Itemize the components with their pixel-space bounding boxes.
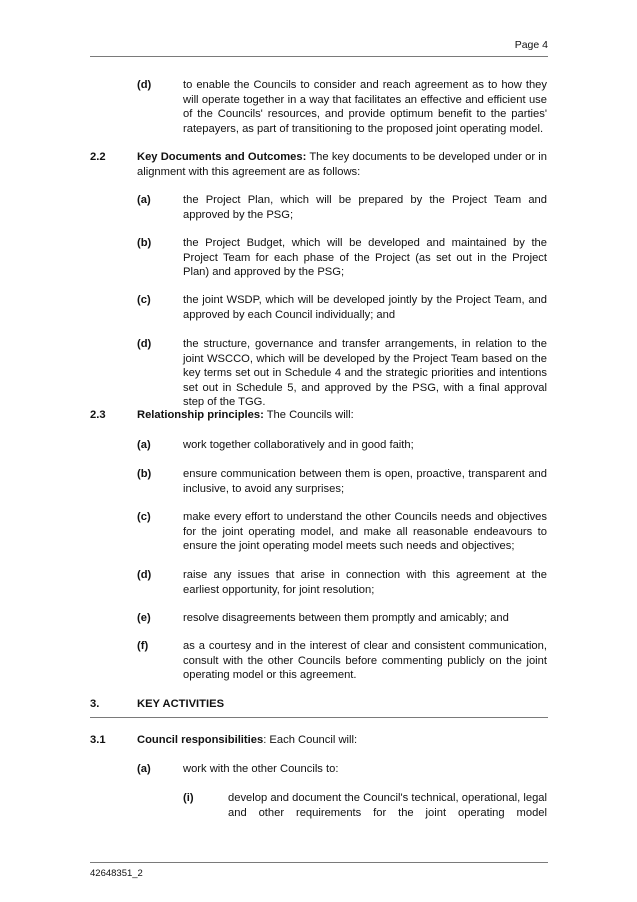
clause-label: (d) — [137, 338, 152, 350]
footer-rule — [90, 862, 548, 863]
section-number: 2.2 — [90, 151, 106, 163]
clause-text: as a courtesy and in the interest of clear and consistent communication, consult with the other Councils before commenting publicly on the joint operating model or this agreement. — [183, 640, 547, 682]
section-title: Relationship principles: — [137, 409, 264, 421]
subclause-text: develop and document the Council's technical, operational, legal and other requirements for the joint operating model — [228, 792, 547, 819]
section-title: Council responsibilities — [137, 734, 264, 746]
clause-label: (d) — [137, 79, 152, 91]
section-title: KEY ACTIVITIES — [137, 698, 225, 710]
section-heading — [137, 150, 547, 179]
clause-text: raise any issues that arise in connection with this agreement at the earliest opportunity, for joint resolution; — [183, 569, 547, 596]
document-reference: 42648351_2 — [90, 868, 143, 879]
clause-label: (d) — [137, 569, 152, 581]
clause-text: work with the other Councils to: — [183, 763, 339, 775]
clause-text: the structure, governance and transfer arrangements, in relation to the joint WSCCO, which will be developed by the Project Team based on the key terms set out in Schedule 4 and the strategic priorities and intentions set out in Schedule 5, and approved by the PSG, with a final approval step of the TGG. — [183, 338, 547, 409]
clause-label: (a) — [137, 194, 151, 206]
clause-text: resolve disagreements between them promptly and amicably; and — [183, 612, 509, 624]
clause-label: (b) — [137, 468, 152, 480]
section-intro: The Councils will: — [263, 409, 354, 421]
clause-label: (a) — [137, 439, 151, 451]
section-intro: The key documents to be developed under or in alignment with this agreement are as follows: — [137, 151, 548, 178]
clause-label: (b) — [137, 237, 152, 249]
clause-text: the Project Plan, which will be prepared by the Project Team and approved by the PSG; — [183, 194, 547, 221]
header-rule — [90, 56, 548, 57]
clause-text: make every effort to understand the other Councils needs and objectives for the joint operating model, and make all reasonable endeavours to ensure the joint operating model meets such needs and objectives; — [183, 511, 547, 553]
section-number: 2.3 — [90, 409, 106, 421]
clause-label: (c) — [137, 511, 151, 523]
clause-text: the Project Budget, which will be developed and maintained by the Project Team for each phase of the Project (as set out in the Project Plan) and approved by the PSG; — [183, 237, 547, 279]
section-rule — [90, 717, 548, 718]
clause-text: ensure communication between them is open, proactive, transparent and inclusive, to avoid any surprises; — [183, 468, 547, 495]
section-number: 3. — [90, 698, 100, 710]
clause-label: (a) — [137, 763, 151, 775]
clause-label: (c) — [137, 294, 151, 306]
clause-text: the joint WSDP, which will be developed jointly by the Project Team, and approved by each Council individually; and — [183, 294, 547, 321]
subclause-label: (i) — [183, 792, 194, 804]
section-intro: : Each Council will: — [263, 734, 358, 746]
section-heading — [137, 733, 547, 748]
clause-label: (f) — [137, 640, 149, 652]
clause-label: (e) — [137, 612, 151, 624]
page-number: Page 4 — [514, 39, 548, 51]
clause-text: to enable the Councils to consider and reach agreement as to how they will operate together in a way that facilitates an effective and efficient use of the Councils' resources, and provide optimum benefit to the parties' ratepayers, as part of transitioning to the proposed joint operating model. — [183, 79, 547, 135]
section-heading — [137, 408, 547, 423]
clause-text: work together collaboratively and in good faith; — [183, 439, 414, 451]
section-title: Key Documents and Outcomes: — [137, 151, 307, 163]
section-number: 3.1 — [90, 734, 106, 746]
